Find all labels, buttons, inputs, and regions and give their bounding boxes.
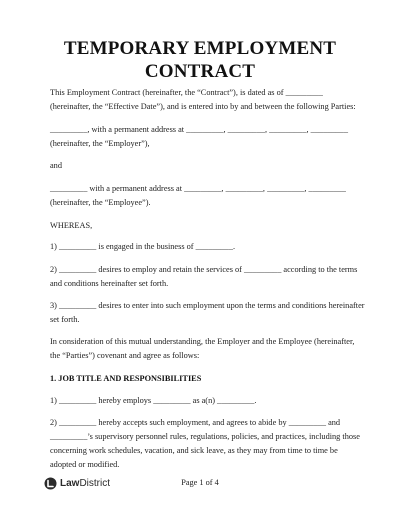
consideration-line-1: In consideration of this mutual understanding, the Employer and the Employee (hereinafter, [50, 337, 355, 346]
document-title-line-2: CONTRACT [144, 61, 256, 82]
recital-3-line-2: set forth. [50, 315, 80, 324]
section-1-heading: 1. JOB TITLE AND RESPONSIBILITIES [50, 374, 202, 383]
recital-2-line-1: 2) _________ desires to employ and retain the services of _________ according to the terms [50, 265, 358, 274]
document-title-line-1: TEMPORARY EMPLOYMENT [63, 38, 337, 59]
clause-1-2-line-1: 2) _________ hereby accepts such employment, and agrees to abide by _________ and [50, 418, 341, 427]
intro-line-2: (hereinafter, the “Effective Date”), and is entered into by and between the following Parties: [50, 102, 356, 111]
employee-line-1: _________ with a permanent address at _________, _________, _________, _________ [50, 184, 346, 193]
clause-1-2-line-3: concerning work schedules, vacation, and sick leave, as they may from time to time be [50, 446, 338, 455]
logo-wordmark-bold: Law [60, 477, 80, 489]
intro-line-1: This Employment Contract (hereinafter, the “Contract”), is dated as of _________ [50, 88, 323, 97]
recital-3-line-1: 3) _________ desires to enter into such employment upon the terms and conditions hereinafter [50, 301, 365, 310]
clause-1-2-line-2: _________’s supervisory personnel rules, regulations, policies, and practices, including those [50, 432, 360, 441]
employee-line-2: (hereinafter, the “Employee”). [50, 198, 151, 207]
page-number: Page 1 of 4 [181, 478, 219, 487]
clause-1-1: 1) _________ hereby employs _________ as a(n) _________. [50, 396, 257, 405]
employer-line-1: _________, with a permanent address at _________, _________, _________, _________ [50, 125, 348, 134]
consideration-line-2: the “Parties”) covenant and agree as follows: [50, 351, 200, 360]
clause-1-2-line-4: adopted or modified. [50, 460, 120, 469]
recital-1: 1) _________ is engaged in the business of _________. [50, 242, 236, 251]
employer-line-2: (hereinafter, the “Employer”), [50, 139, 150, 148]
whereas-heading: WHEREAS, [50, 221, 93, 230]
recital-2-line-2: and conditions hereinafter set forth. [50, 279, 169, 288]
logo-wordmark-regular: District [79, 477, 111, 489]
and-line: and [50, 161, 62, 170]
